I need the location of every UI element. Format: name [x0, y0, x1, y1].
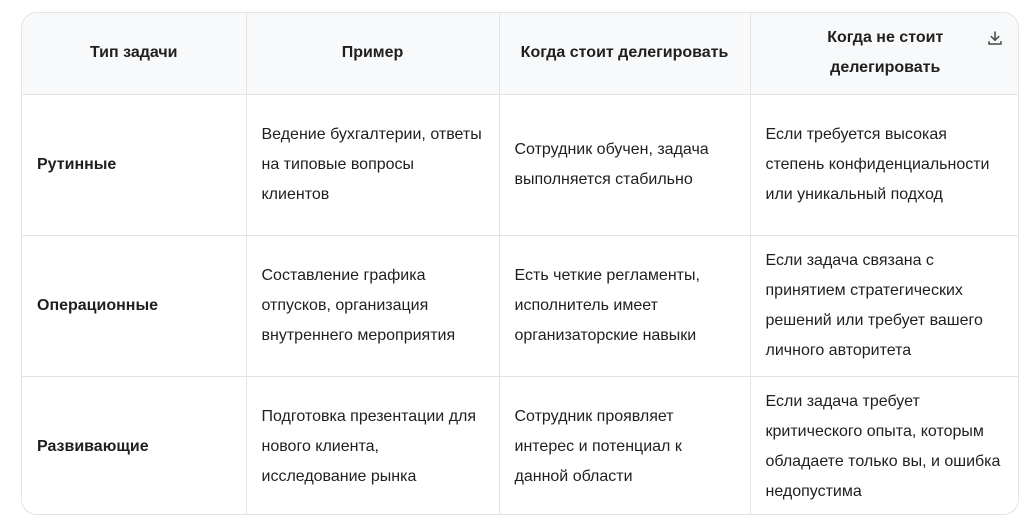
table-row	[22, 94, 1019, 235]
table-row	[22, 235, 1019, 376]
cell-task-type: Операционные	[22, 235, 246, 376]
cell-when-delegate: Сотрудник обучен, задача выполняется стабильно	[499, 94, 750, 235]
cell-when-not-delegate: Если задача связана с принятием стратегических решений или требует вашего личного авторитета	[750, 235, 1019, 376]
delegation-table	[22, 13, 1019, 515]
cell-when-delegate: Сотрудник проявляет интерес и потенциал к данной области	[499, 376, 750, 515]
cell-task-type: Рутинные	[22, 94, 246, 235]
table-row	[22, 376, 1019, 515]
download-icon	[986, 29, 1004, 47]
cell-task-type: Развивающие	[22, 376, 246, 515]
header-row	[22, 13, 1019, 94]
header-task-type: Тип задачи	[22, 13, 246, 94]
cell-when-not-delegate: Если требуется высокая степень конфиденциальности или уникальный подход	[750, 94, 1019, 235]
table-header	[22, 13, 1019, 94]
header-example: Пример	[246, 13, 499, 94]
header-when-not-delegate-label: Когда не стоит делегировать	[827, 29, 944, 77]
cell-example: Подготовка презентации для нового клиента, исследование рынка	[246, 376, 499, 515]
download-button[interactable]	[984, 27, 1006, 49]
header-when-not-delegate	[750, 13, 1019, 94]
cell-example: Ведение бухгалтерии, ответы на типовые вопросы клиентов	[246, 94, 499, 235]
data-table-container	[21, 12, 1019, 515]
cell-example: Составление графика отпусков, организация внутреннего мероприятия	[246, 235, 499, 376]
table-body	[22, 94, 1019, 515]
cell-when-not-delegate: Если задача требует критического опыта, которым обладаете только вы, и ошибка недопустима	[765, 392, 1001, 500]
header-when-delegate: Когда стоит делегировать	[499, 13, 750, 94]
cell-when-delegate: Есть четкие регламенты, исполнитель имеет организаторские навыки	[499, 235, 750, 376]
